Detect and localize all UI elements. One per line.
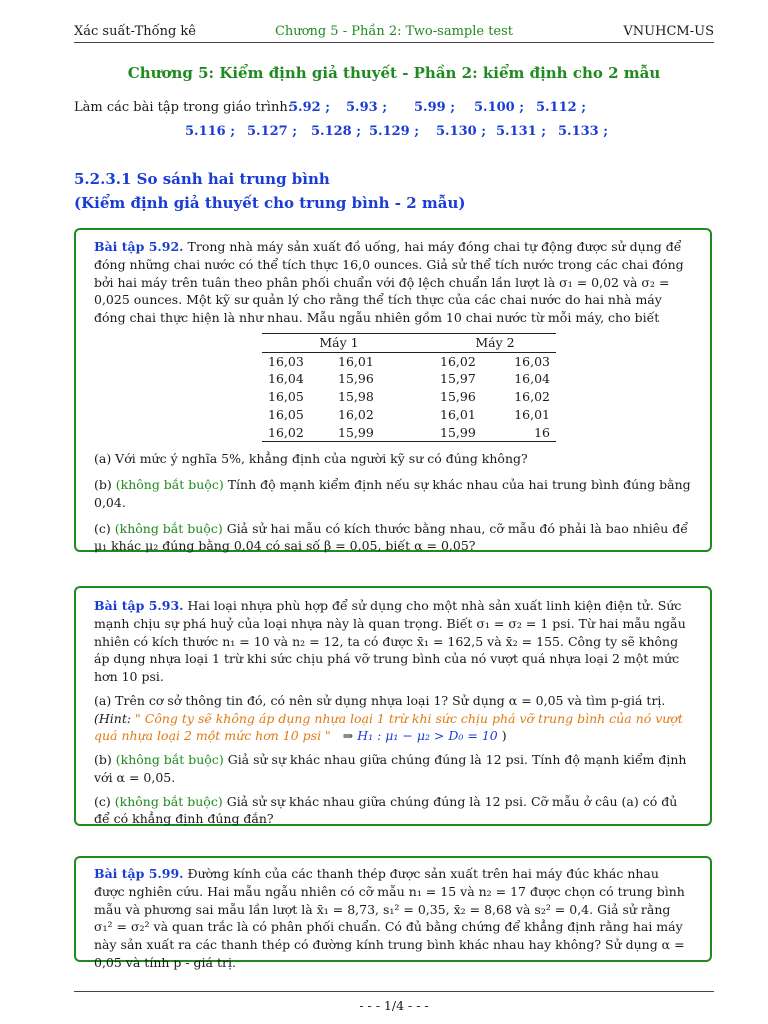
table-header-machine-1: Máy 1 [262, 333, 416, 352]
table-cell: 16,02 [514, 389, 550, 404]
section-subheading: (Kiểm định giả thuyết cho trung bình - 2 mẫu) [74, 194, 466, 212]
exercise-ref: 5.100 ; [474, 100, 525, 115]
table-cell: 16,01 [440, 406, 476, 422]
table-row [262, 406, 556, 424]
table-header-machine-2: Máy 2 [416, 333, 556, 352]
exercise-ref: 5.128 ; [311, 124, 362, 139]
exercise-ref: 5.99 ; [414, 100, 455, 115]
optional-tag: (không bắt buộc) [115, 752, 224, 767]
hint-close: ) [501, 728, 507, 744]
data-table [262, 333, 556, 443]
exercise-body: Đường kính của các thanh thép được sản xuất trên hai máy đúc khác nhau được nghiên cứu. Hai mẫu ngẫu nhiên có cỡ mẫu n₁ = 15 và n₂ = 17 được chọn có trung bình mẫu và phương sai mẫu lần lượt là x̄₁ = 8,73, s₁² = 0,35, x̄₂ = 8,68 và s₂² = 0,4. Giả sử rằng σ₁² = σ₂² và quan trắc là có phân phối chuẩn. Có đủ bằng chứng để khẳng định rằng hai máy này sản xuất ra các thanh thép có đường kính trung bình khác nhau hay không? Sử dụng α = 0,05 và tính p - giá trị. [94, 866, 685, 970]
table-cell: 15,96 [338, 371, 374, 387]
table-cell: 15,99 [332, 424, 416, 442]
table-cell: 16 [504, 424, 556, 442]
question-prefix: (c) [94, 520, 111, 536]
exercise-label: Bài tập 5.92. [94, 239, 184, 254]
exercise-ref: 5.127 ; [247, 124, 298, 139]
table-cell: 15,99 [416, 424, 504, 442]
page-number: - - - 1/4 - - - [359, 998, 429, 1013]
exercise-ref: 5.130 ; [436, 124, 487, 139]
optional-tag: (không bắt buộc) [114, 520, 223, 536]
hint [94, 710, 692, 746]
table-cell: 16,03 [268, 353, 304, 369]
exercise-ref: 5.112 ; [536, 100, 587, 115]
exercise-ref: 5.133 ; [558, 124, 609, 139]
exercise-box-5-93 [74, 586, 712, 826]
question-a: (a) Trên cơ sở thông tin đó, có nên sử dụng nhựa loại 1? Sử dụng α = 0,05 và tìm p-giá trị. [94, 692, 666, 708]
table-row [262, 370, 556, 388]
exercise-ref: 5.92 ; [289, 100, 330, 115]
exercise-ref: 5.131 ; [496, 124, 547, 139]
table-row [262, 424, 556, 442]
document-title: Chương 5: Kiểm định giả thuyết - Phần 2: kiểm định cho 2 mẫu [127, 64, 661, 82]
table-cell: 16,01 [514, 406, 550, 422]
hint-open: (Hint: [94, 710, 132, 726]
implies-arrow: ⇒ [342, 728, 354, 744]
table-row [262, 388, 556, 406]
header-university: VNUHCM-US [623, 24, 714, 39]
table-cell: 15,96 [440, 389, 476, 404]
hint-text: " Công ty sẽ không áp dụng nhựa loại 1 trừ khi sức chịu phá vỡ trung bình của nó vượt quá nhựa loại 2 một mức hơn 10 psi " [94, 710, 683, 744]
question-a: (a) Với mức ý nghĩa 5%, khẳng định của người kỹ sư có đúng không? [94, 451, 528, 467]
optional-tag: (không bắt buộc) [114, 793, 223, 809]
hint-formula: H₁ : μ₁ − μ₂ > D₀ = 10 [357, 728, 498, 744]
table-cell: 16,01 [338, 353, 374, 369]
exercise-label: Bài tập 5.99. [94, 866, 184, 881]
exercise-ref: 5.116 ; [185, 124, 236, 139]
question-text: Giả sử sự khác nhau giữa chúng đúng là 12 psi. Tính độ mạnh kiểm định với α = 0,05. [94, 752, 687, 785]
question-prefix: (b) [94, 752, 112, 767]
table-row [262, 352, 556, 370]
header-rule [74, 42, 714, 43]
header-course: Xác suất-Thống kê [74, 24, 196, 39]
exercise-body: Trong nhà máy sản xuất đồ uống, hai máy đóng chai tự động được sử dụng để đóng những chai nước có thể tích thực 16,0 ounces. Giả sử thể tích nước trong các chai đóng bởi hai máy trên tuân theo phân phối chuẩn với độ lệch chuẩn lần lượt là σ₁ = 0,02 và σ₂ = 0,025 ounces. Một kỹ sư quản lý cho rằng thể tích thực của các chai nước do hai nhà máy đóng chai thực hiện là như nhau. Mẫu ngẫu nhiên gồm 10 chai nước từ mỗi máy, cho biết [94, 239, 684, 325]
table-cell: 16,03 [514, 353, 550, 369]
exercise-box-5-99 [74, 856, 712, 970]
table-cell: 15,98 [338, 389, 374, 404]
question-prefix: (c) [94, 793, 111, 809]
exercise-statement [94, 597, 692, 686]
question-text: Giả sử sự khác nhau giữa chúng đúng là 12 psi. Cỡ mẫu ở câu (a) có đủ để có khẳng định đúng đắn? [94, 793, 678, 827]
question-c [94, 520, 692, 556]
question-b [94, 751, 692, 787]
table-cell: 16,04 [268, 371, 304, 387]
exercise-list-lead: Làm các bài tập trong giáo trình: [74, 100, 293, 115]
question-text: Tính độ mạnh kiểm định nếu sự khác nhau của hai trung bình đúng bằng 0,04. [94, 477, 691, 510]
question-prefix: (b) [94, 477, 112, 492]
optional-tag: (không bắt buộc) [115, 477, 224, 492]
footer-rule [74, 991, 714, 992]
exercise-label: Bài tập 5.93. [94, 598, 184, 613]
exercise-body: Hai loại nhựa phù hợp để sử dụng cho một nhà sản xuất linh kiện điện tử. Sức mạnh chịu sự phá huỷ của loại nhựa này là quan trọng. Biết σ₁ = σ₂ = 1 psi. Từ hai mẫu ngẫu nhiên có kích thước n₁ = 10 và n₂ = 12, ta có được x̄₁ = 162,5 và x̄₂ = 155. Công ty sẽ không áp dụng nhựa loại 1 trừ khi sức chịu phá vỡ trung bình của nó vượt quá nhựa loại 2 một mức hơn 10 psi. [94, 598, 686, 684]
table-cell: 16,05 [268, 389, 304, 404]
question-b [94, 476, 692, 512]
exercise-ref: 5.93 ; [346, 100, 387, 115]
exercise-ref: 5.129 ; [369, 124, 420, 139]
page-header [74, 20, 714, 40]
exercise-statement [94, 865, 692, 972]
table-cell: 16,02 [440, 353, 476, 369]
section-heading: 5.2.3.1 So sánh hai trung bình [74, 170, 330, 188]
table-cell: 15,97 [440, 371, 476, 387]
table-cell: 16,02 [338, 406, 374, 422]
table-cell: 16,04 [514, 371, 550, 387]
question-text: Giả sử hai mẫu có kích thước bằng nhau, cỡ mẫu đó phải là bao nhiêu để μ₁ khác μ₂ đúng bằng 0,04 có sai số β = 0,05, biết α = 0,05? [94, 520, 688, 554]
exercise-box-5-92 [74, 228, 712, 552]
header-chapter: Chương 5 - Phần 2: Two-sample test [274, 24, 514, 39]
table-cell: 16,05 [268, 406, 304, 422]
exercise-statement [94, 238, 692, 327]
table-cell: 16,02 [262, 424, 332, 442]
question-c [94, 793, 692, 829]
